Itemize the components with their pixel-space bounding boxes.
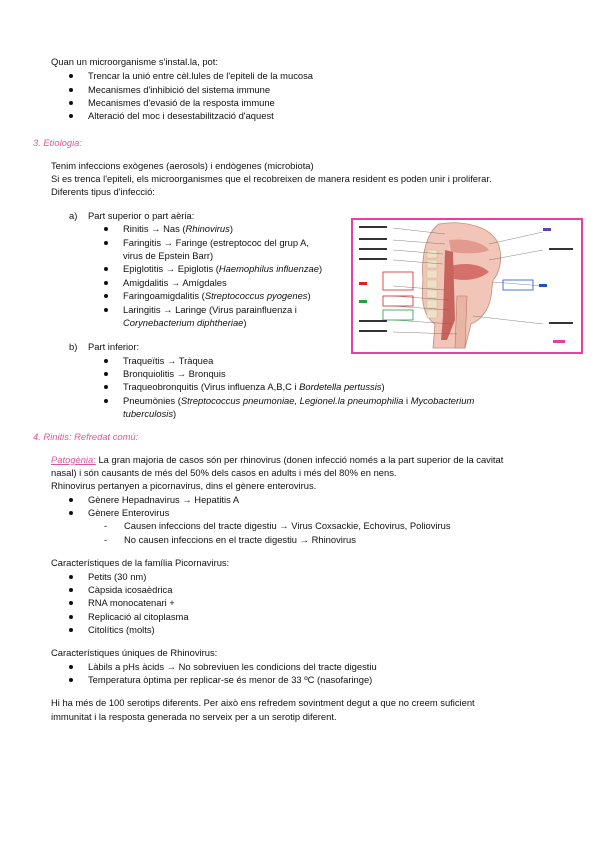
list-item: Alteració del moc i desestabilització d'aquest xyxy=(88,110,274,121)
paragraph: Diferents tipus d'infecció: xyxy=(51,186,155,197)
sublist-label: Part superior o part aèria: xyxy=(88,210,195,221)
paragraph: Si es trenca l'epiteli, els microorganismes que el recobreixen de manera resident es poden unir i proliferar. xyxy=(51,173,492,184)
list-item: Bronquiolitis → Bronquis xyxy=(123,368,226,379)
paragraph: Patogènia: La gran majoria de casos són per rhinovirus (donen infecció només a la part superior de la cavitat xyxy=(51,454,504,465)
patogenia-label: Patogènia: xyxy=(51,454,96,465)
list-item: Amigdalitis → Amígdales xyxy=(123,277,227,288)
intro-heading: Quan un microorganisme s'instal.la, pot: xyxy=(51,56,218,67)
list-item-continuation: Corynebacterium diphtheriae) xyxy=(123,317,247,328)
list-item: Epiglotitis → Epiglotis (Haemophilus influenzae) xyxy=(123,263,323,274)
list-item: Mecanismes d'evasió de la resposta immune xyxy=(88,97,275,108)
list-item: Replicació al citoplasma xyxy=(88,611,189,622)
sub-list-item: - Causen infeccions del tracte digestiu → Virus Coxsackie, Echovirus, Poliovirus xyxy=(124,520,451,532)
list-marker-a: a) xyxy=(69,210,78,221)
anatomy-figure xyxy=(351,218,583,354)
list-item-continuation: virus de Epstein Barr) xyxy=(123,250,214,261)
list-item: Càpsida icosaèdrica xyxy=(88,584,173,595)
head-neck-anatomy-icon xyxy=(353,220,581,352)
list-item: Traqueobronquitis (Virus influenza A,B,C i Bordetella pertussis) xyxy=(123,381,385,392)
sublist-label: Part inferior: xyxy=(88,341,140,352)
paragraph: Hi ha més de 100 serotips diferents. Per això ens refredem sovintment degut a que no creem suficient xyxy=(51,697,475,708)
list-item: Trencar la unió entre cèl.lules de l'epiteli de la mucosa xyxy=(88,70,313,81)
list-item: Faringitis → Faringe (estreptococ del grup A, xyxy=(123,237,310,248)
subheading: Característiques úniques de Rhinovirus: xyxy=(51,647,218,658)
list-item: Petits (30 nm) xyxy=(88,571,147,582)
section-title-rinitis: 4. Rinitis: Refredat comú: xyxy=(33,431,139,442)
section-title-etiologia: 3. Etiologia: xyxy=(33,137,82,148)
list-item: Laringitis → Laringe (Virus parainfluenza i xyxy=(123,304,297,315)
list-item: Gènere Hepadnavirus → Hepatitis A xyxy=(88,494,240,505)
list-item: Citolítics (molts) xyxy=(88,624,155,635)
list-marker-b: b) xyxy=(69,341,78,352)
subheading: Característiques de la família Picornavirus: xyxy=(51,557,230,568)
list-item: RNA monocatenari + xyxy=(88,597,175,608)
paragraph: Rhinovirus pertanyen a picornavirus, dins el gènere enterovirus. xyxy=(51,480,317,491)
paragraph: immunitat i la resposta generada no serveix per a un serotip diferent. xyxy=(51,711,337,722)
list-item: Faringoamigdalitis (Streptococcus pyogenes) xyxy=(123,290,311,301)
paragraph: nasal) i són causants de més del 50% dels casos en adults i més del 80% en nens. xyxy=(51,467,397,478)
sub-list-item: - No causen infeccions en el tracte digestiu → Rhinovirus xyxy=(124,534,356,546)
list-item: Temperatura òptima per replicar-se és menor de 33 ºC (nasofaringe) xyxy=(88,674,373,685)
list-item: Làbils a pHs àcids → No sobreviuen les condicions del tracte digestiu xyxy=(88,661,377,672)
list-item: Pneumònies (Streptococcus pneumoniae, Legionel.la pneumophilia i Mycobacterium xyxy=(123,395,475,406)
list-item: Rinitis → Nas (Rhinovirus) xyxy=(123,223,233,234)
list-item: Traqueïtis → Tràquea xyxy=(123,355,214,366)
paragraph: Tenim infeccions exògenes (aerosols) i endògenes (microbiota) xyxy=(51,160,314,171)
list-item: Mecanismes d'inhibició del sistema immune xyxy=(88,84,271,95)
list-item-continuation: tuberculosis) xyxy=(123,408,177,419)
list-item: Gènere Enterovirus xyxy=(88,507,170,518)
